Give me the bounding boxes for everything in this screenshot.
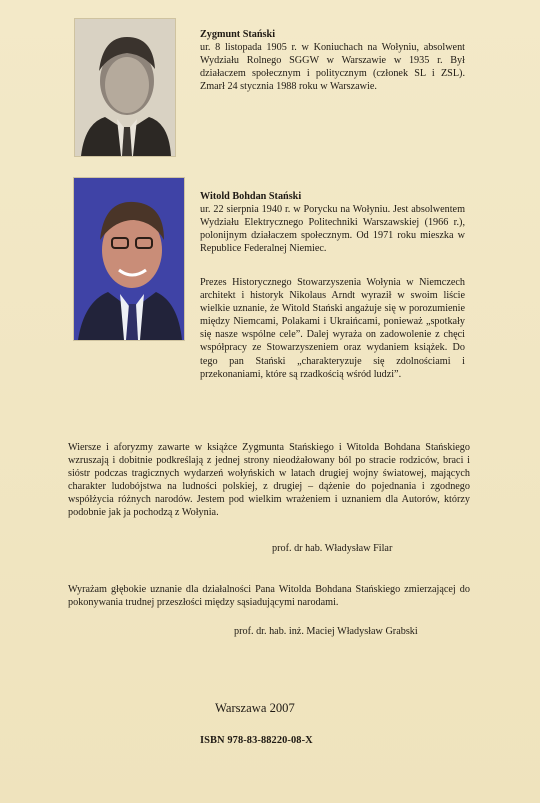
- review-grabski: Wyrażam głębokie uznanie dla działalności Pana Witolda Bohdana Stańskiego zmierzającej do pokonywania trudnej przeszłości między sąsiadującymi narodami.: [68, 584, 470, 609]
- person-name: Witold Bohdan Stański: [200, 191, 302, 202]
- publication-place-year: Warszawa 2007: [215, 701, 295, 715]
- bio-witold-stanski: [200, 190, 465, 255]
- signature-grabski: prof. dr. hab. inż. Maciej Władysław Grabski: [234, 626, 418, 637]
- portrait-zygmunt-stanski: [74, 18, 176, 157]
- review-filar: Wiersze i aforyzmy zawarte w książce Zygmunta Stańskiego i Witolda Bohdana Stańskiego wzruszają i dobitnie podkreślają z jednej strony nieodżałowany ból po stracie rodziców, braci i sióstr podczas tragicznych wydarzeń wołyńskich w latach drugiej wojny światowej, mających charakter ludobójstwa na ludności polskiej, z drugiej – dążenie do pojednania i zgodnego współżycia różnych narodów. Jestem pod wielkim wrażeniem i uznaniem dla Autorów, którzy podobnie jak ja pochodzą z Wołynia.: [68, 442, 470, 519]
- person-name: Zygmunt Stański: [200, 29, 276, 40]
- portrait-zygmunt-image: [75, 19, 175, 156]
- signature-filar: prof. dr hab. Władysław Filar: [272, 543, 393, 554]
- isbn: ISBN 978-83-88220-08-X: [200, 735, 313, 746]
- arndt-statement: Prezes Historycznego Stowarzyszenia Wołynia w Niemczech architekt i historyk Nikolaus Arndt wyraził w swoim liście wielkie uznanie, że Witold Stański angażuje się w porozumienie między Niemcami, Polakami i Ukraińcami, ponieważ „spotkały się nasze wspólne cele”. Dalej wyraża on zadowolenie z chęci współpracy ze Stowarzyszeniem oraz wydaniem książek. Do tego pan Stański „charakteryzuje się zdolnościami i przekonaniami, które są rzadkością wśród ludzi”.: [200, 277, 465, 380]
- person-bio: ur. 8 listopada 1905 r. w Koniuchach na Wołyniu, absolwent Wydziału Rolnego SGGW w Warszawie w 1935 r. Był działaczem społecznym i politycznym (członek SL i ZSL). Zmarł 24 stycznia 1988 roku w Warszawie.: [200, 42, 465, 93]
- person-bio: ur. 22 sierpnia 1940 r. w Porycku na Wołyniu. Jest absolwentem Wydziału Elektrycznego Politechniki Warszawskiej (1966 r.), polonijnym działaczem społecznym. Od 1971 roku mieszka w Republice Federalnej Niemiec.: [200, 204, 465, 255]
- bio-zygmunt-stanski: [200, 28, 465, 93]
- portrait-witold-image: [74, 178, 184, 340]
- portrait-witold-stanski: [73, 177, 185, 341]
